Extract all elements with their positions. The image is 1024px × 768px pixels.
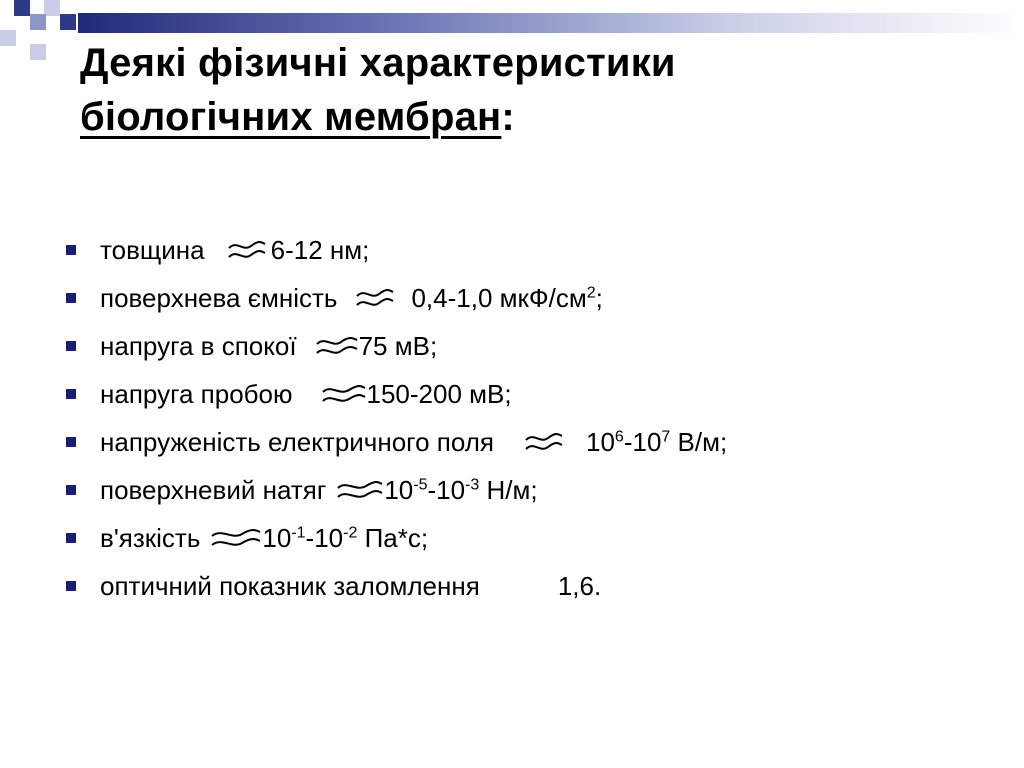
item-value: 6-12 нм; — [270, 234, 370, 265]
square-bullet-icon — [66, 341, 76, 351]
approximately-equal-icon — [315, 334, 359, 358]
item-label: товщина — [100, 234, 205, 265]
square-bullet-icon — [66, 533, 76, 543]
item-value: $10^{-5}-10^{-3}$ Н/м; — [384, 474, 538, 505]
approximately-equal-icon — [227, 238, 267, 262]
item-label: напруга пробою — [100, 378, 293, 409]
item-label: напруженість електричного поля — [100, 426, 494, 457]
title-colon: : — [501, 95, 515, 139]
square-bullet-icon — [66, 293, 76, 303]
square-bullet-icon — [66, 437, 76, 447]
approximately-equal-icon — [355, 286, 395, 310]
deco-square — [30, 44, 46, 60]
list-item-viscosity — [66, 514, 727, 562]
deco-square — [44, 0, 60, 16]
approximately-equal-icon — [336, 478, 384, 502]
item-label: поверхневий натяг — [100, 474, 327, 505]
list-item-resting-voltage — [66, 322, 727, 370]
square-bullet-icon — [66, 581, 76, 591]
header-band — [78, 13, 1024, 33]
item-label: оптичний показник заломлення — [100, 570, 480, 601]
title-line-1: Деякі фізичні характеристики — [80, 41, 676, 85]
list-item-capacitance — [66, 274, 727, 322]
item-label: поверхнева ємність — [100, 282, 338, 313]
item-label: в'язкість — [100, 522, 201, 553]
list-item-field-strength — [66, 418, 727, 466]
deco-square — [60, 14, 76, 30]
square-bullet-icon — [66, 485, 76, 495]
list-item-breakdown-voltage — [66, 370, 727, 418]
list-item-thickness — [66, 226, 727, 274]
deco-square — [0, 30, 16, 46]
approximately-equal-icon — [321, 382, 367, 406]
approximately-equal-icon — [524, 430, 564, 454]
title-line-2 — [80, 90, 676, 144]
item-value: 75 мВ; — [358, 330, 438, 361]
square-bullet-icon — [66, 245, 76, 255]
deco-square — [14, 0, 30, 16]
approximately-equal-icon — [210, 526, 262, 550]
item-label: напруга в спокої — [100, 330, 297, 361]
list-item-refractive-index — [66, 562, 727, 610]
list-item-surface-tension — [66, 466, 727, 514]
title-underlined-text: біологічних мембран — [80, 95, 502, 139]
item-value: $10^{-1}-10^{-2}$ Па*с; — [262, 522, 429, 553]
item-value: 1,6. — [557, 570, 602, 601]
item-value: 0,4-1,0 мкФ/$см^2$; — [411, 282, 603, 313]
corner-decoration — [0, 0, 90, 70]
square-bullet-icon — [66, 389, 76, 399]
slide-title — [80, 36, 676, 144]
item-value: 150-200 мВ; — [366, 378, 512, 409]
properties-list — [66, 226, 727, 610]
deco-square — [30, 14, 46, 30]
item-value: $10^6-10^7$ В/м; — [586, 426, 728, 457]
